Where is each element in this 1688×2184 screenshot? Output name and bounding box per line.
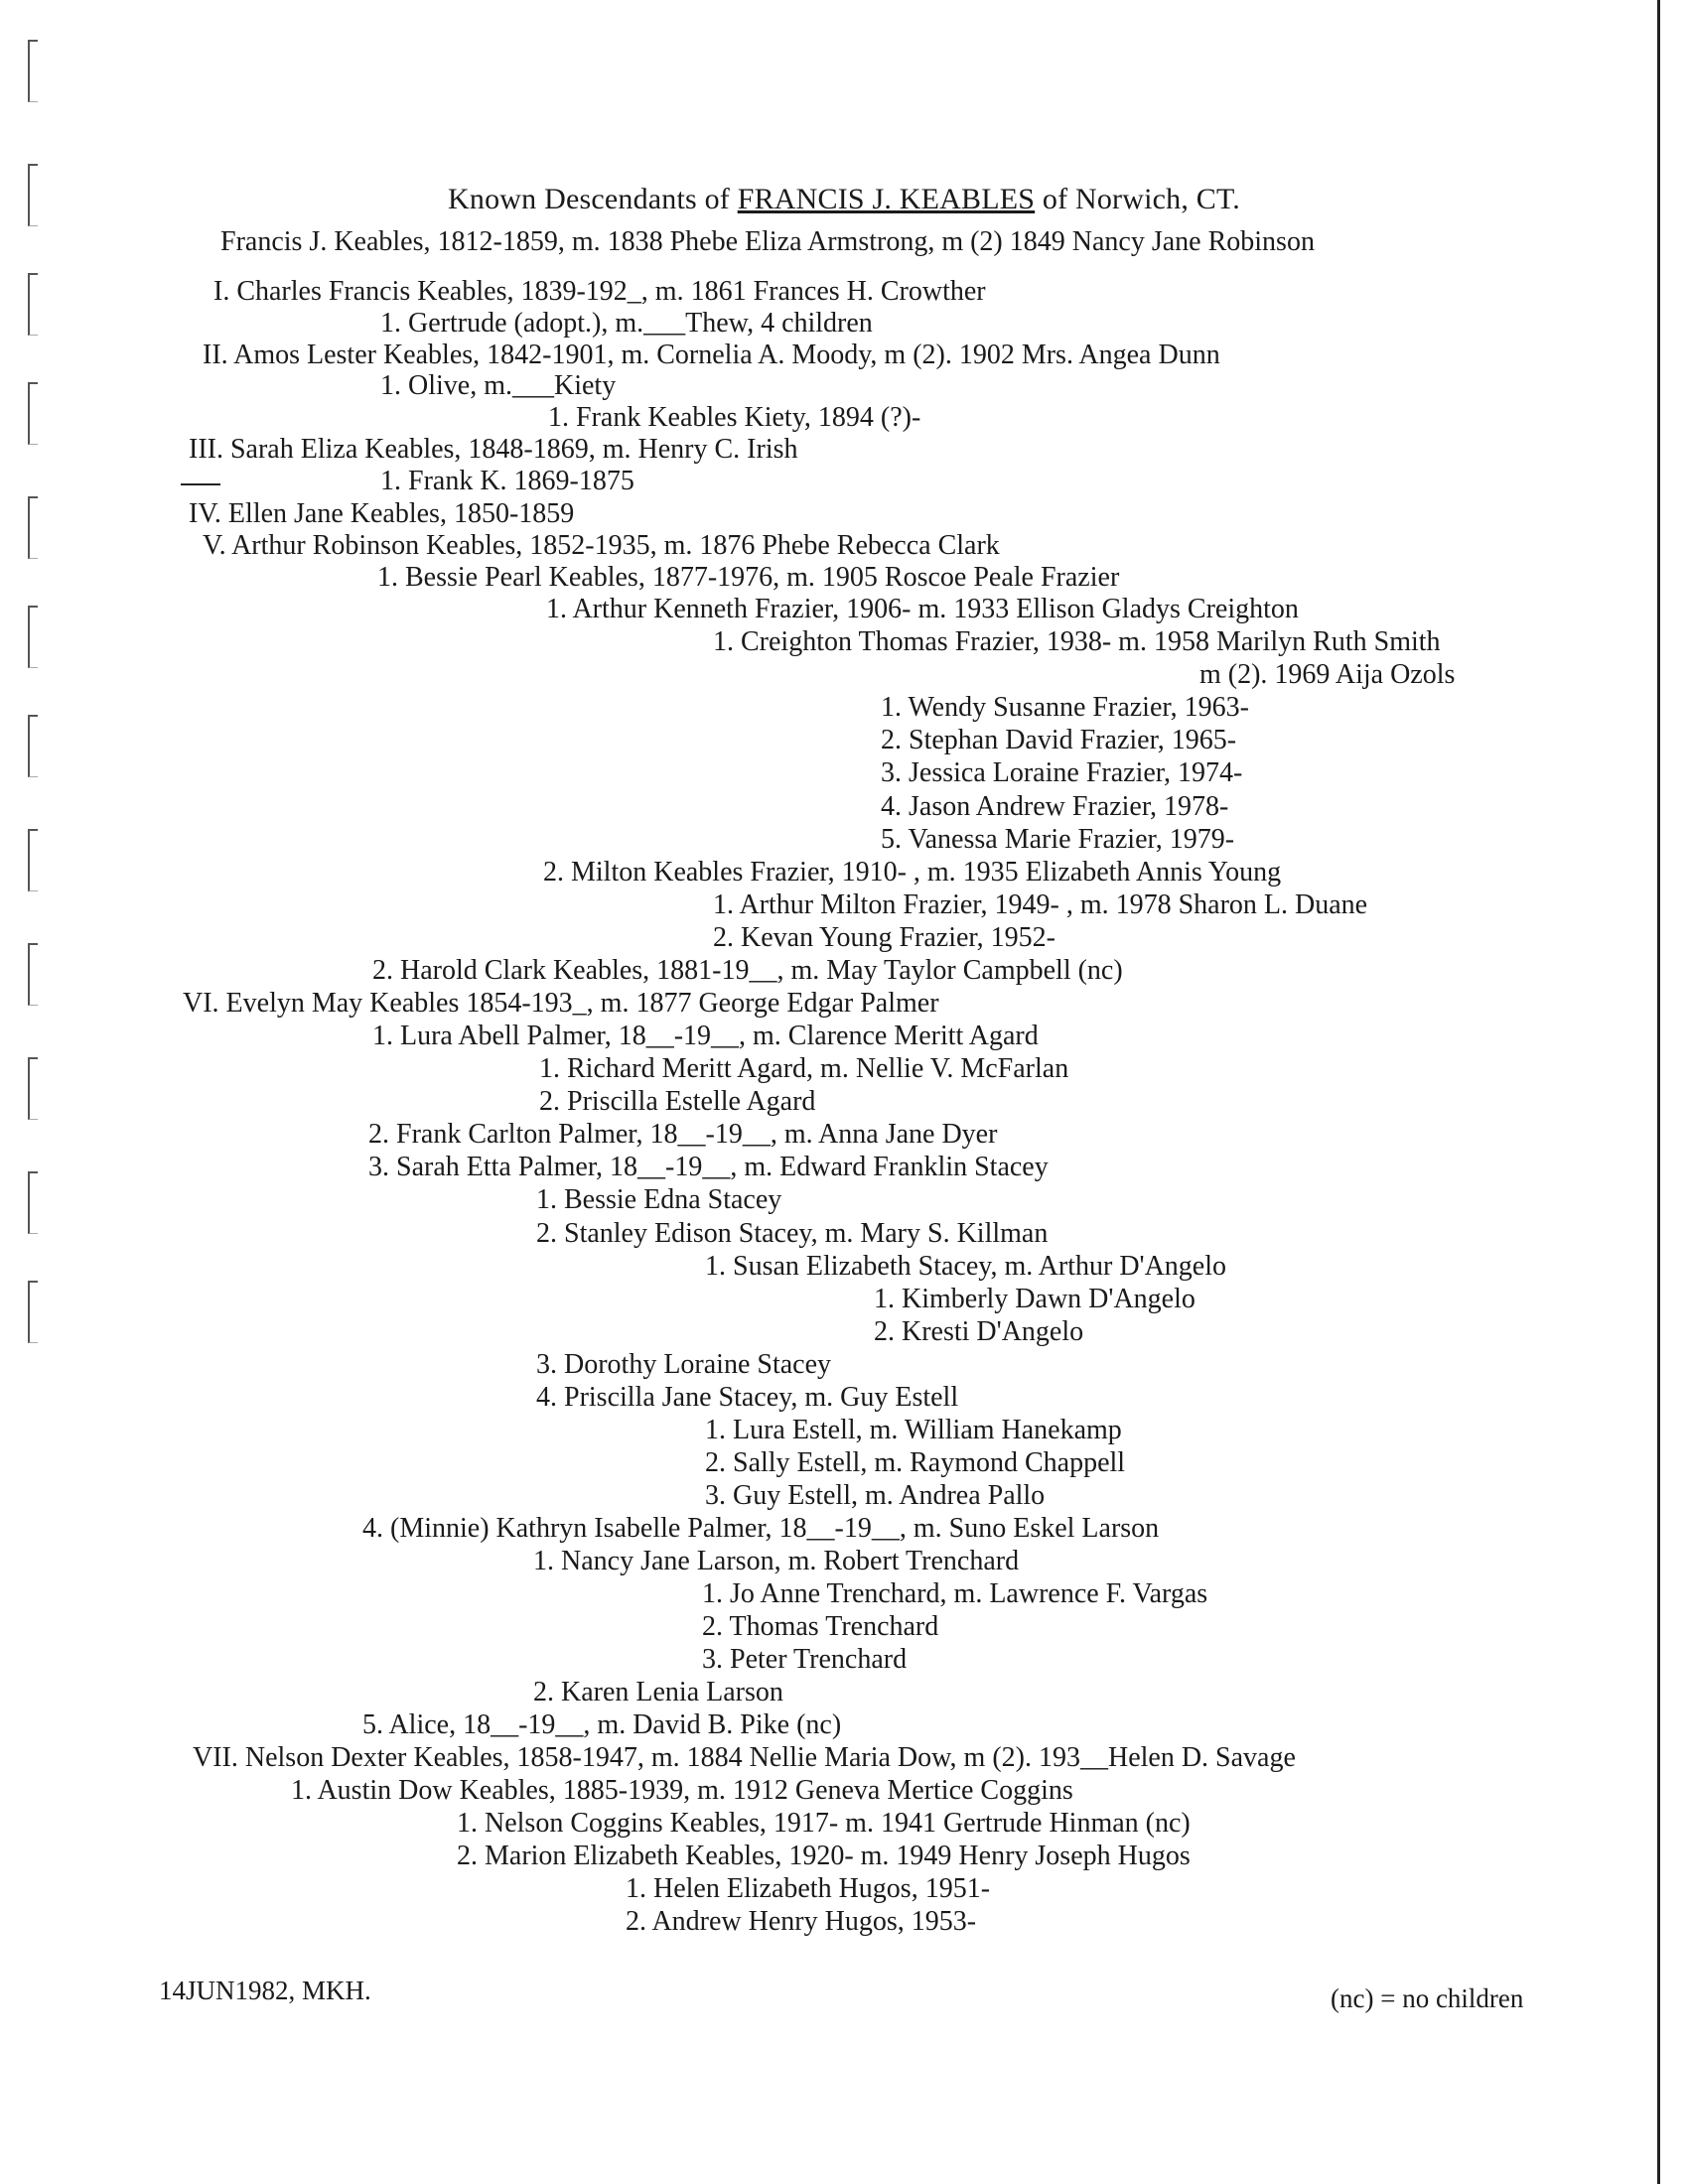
entry-line: II. Amos Lester Keables, 1842-1901, m. Cornelia A. Moody, m (2). 1902 Mrs. Angea Dunn <box>203 340 1220 370</box>
entry-line: 1. Creighton Thomas Frazier, 1938- m. 1958 Marilyn Ruth Smith <box>713 626 1441 657</box>
entry-line: 1. Bessie Pearl Keables, 1877-1976, m. 1905 Roscoe Peale Frazier <box>377 562 1120 593</box>
entry-line: 2. Marion Elizabeth Keables, 1920- m. 1949 Henry Joseph Hugos <box>457 1841 1191 1871</box>
entry-line: 1. Susan Elizabeth Stacey, m. Arthur D'Angelo <box>705 1251 1227 1282</box>
entry-line: IV. Ellen Jane Keables, 1850-1859 <box>189 498 575 529</box>
footer-date: 14JUN1982, MKH. <box>159 1976 371 2005</box>
entry-line: 1. Frank K. 1869-1875 <box>380 466 634 496</box>
entry-line: 1. Nancy Jane Larson, m. Robert Trenchard <box>533 1546 1020 1576</box>
entry-line: 5. Vanessa Marie Frazier, 1979- <box>881 824 1235 855</box>
entry-line: 2. Karen Lenia Larson <box>533 1677 783 1707</box>
entry-line: 1. Austin Dow Keables, 1885-1939, m. 1912 Geneva Mertice Coggins <box>291 1775 1073 1806</box>
entry-line: 1. Lura Estell, m. William Hanekamp <box>705 1415 1122 1445</box>
entry-line: 2. Frank Carlton Palmer, 18__-19__, m. Anna Jane Dyer <box>368 1119 998 1150</box>
entry-line: 3. Guy Estell, m. Andrea Pallo <box>705 1480 1046 1511</box>
entry-line: Francis J. Keables, 1812-1859, m. 1838 Phebe Eliza Armstrong, m (2) 1849 Nancy Jane Robinson <box>220 226 1315 257</box>
entry-line: 1. Jo Anne Trenchard, m. Lawrence F. Vargas <box>702 1578 1208 1609</box>
entry-line: 1. Lura Abell Palmer, 18__-19__, m. Clarence Meritt Agard <box>372 1021 1039 1051</box>
entry-line: 3. Dorothy Loraine Stacey <box>536 1349 832 1380</box>
entry-line: 1. Arthur Kenneth Frazier, 1906- m. 1933 Ellison Gladys Creighton <box>546 594 1299 624</box>
entry-line: 2. Kevan Young Frazier, 1952- <box>713 922 1055 953</box>
entry-line: 2. Priscilla Estelle Agard <box>539 1086 816 1117</box>
entry-line: 1. Nelson Coggins Keables, 1917- m. 1941 Gertrude Hinman (nc) <box>457 1808 1191 1839</box>
entry-line: III. Sarah Eliza Keables, 1848-1869, m. Henry C. Irish <box>189 434 798 465</box>
entry-line: 4. Priscilla Jane Stacey, m. Guy Estell <box>536 1382 959 1413</box>
entry-line: V. Arthur Robinson Keables, 1852-1935, m. 1876 Phebe Rebecca Clark <box>203 530 1000 561</box>
entry-line: 4. Jason Andrew Frazier, 1978- <box>881 791 1229 822</box>
entry-line: 3. Peter Trenchard <box>702 1644 908 1675</box>
entry-line: 3. Jessica Loraine Frazier, 1974- <box>881 757 1243 788</box>
entry-line: 1. Gertrude (adopt.), m.___Thew, 4 children <box>380 308 873 339</box>
entry-line: 1. Richard Meritt Agard, m. Nellie V. McFarlan <box>539 1053 1069 1084</box>
entry-line: 1. Helen Elizabeth Hugos, 1951- <box>626 1873 991 1904</box>
entry-line: 4. (Minnie) Kathryn Isabelle Palmer, 18__-19__, m. Suno Eskel Larson <box>362 1513 1160 1544</box>
title-name: FRANCIS J. KEABLES <box>737 183 1036 215</box>
entry-line: 1. Frank Keables Kiety, 1894 (?)- <box>548 402 921 433</box>
entry-line: 1. Olive, m.___Kiety <box>380 370 617 401</box>
entry-line: 1. Wendy Susanne Frazier, 1963- <box>881 692 1249 723</box>
entry-line: 2. Stanley Edison Stacey, m. Mary S. Killman <box>536 1218 1049 1249</box>
entry-line: 2. Harold Clark Keables, 1881-19__, m. May Taylor Campbell (nc) <box>372 955 1123 986</box>
title-prefix: Known Descendants of <box>448 183 738 215</box>
entry-line: 5. Alice, 18__-19__, m. David B. Pike (nc) <box>362 1709 842 1740</box>
title-suffix: of Norwich, CT. <box>1035 183 1240 215</box>
entry-line: 1. Arthur Milton Frazier, 1949- , m. 1978 Sharon L. Duane <box>713 889 1368 920</box>
entry-line: VI. Evelyn May Keables 1854-193_, m. 1877 George Edgar Palmer <box>183 988 939 1019</box>
entry-line: I. Charles Francis Keables, 1839-192_, m. 1861 Frances H. Crowther <box>213 276 986 307</box>
entry-line: 2. Stephan David Frazier, 1965- <box>881 725 1237 755</box>
entry-line: 2. Sally Estell, m. Raymond Chappell <box>705 1447 1126 1478</box>
entry-line: 3. Sarah Etta Palmer, 18__-19__, m. Edward Franklin Stacey <box>368 1152 1049 1182</box>
entry-line: m (2). 1969 Aija Ozols <box>1199 659 1456 690</box>
entry-line: VII. Nelson Dexter Keables, 1858-1947, m. 1884 Nellie Maria Dow, m (2). 193__Helen D. Savage <box>193 1742 1296 1773</box>
entry-line: 2. Thomas Trenchard <box>702 1611 939 1642</box>
entry-line: 1. Bessie Edna Stacey <box>536 1184 782 1215</box>
entry-line: 1. Kimberly Dawn D'Angelo <box>874 1284 1196 1314</box>
entry-line: 2. Kresti D'Angelo <box>874 1316 1084 1347</box>
footer-legend: (nc) = no children <box>1331 1983 1524 2013</box>
entry-line: 2. Milton Keables Frazier, 1910- , m. 1935 Elizabeth Annis Young <box>543 857 1282 887</box>
entry-line: 2. Andrew Henry Hugos, 1953- <box>626 1906 977 1937</box>
